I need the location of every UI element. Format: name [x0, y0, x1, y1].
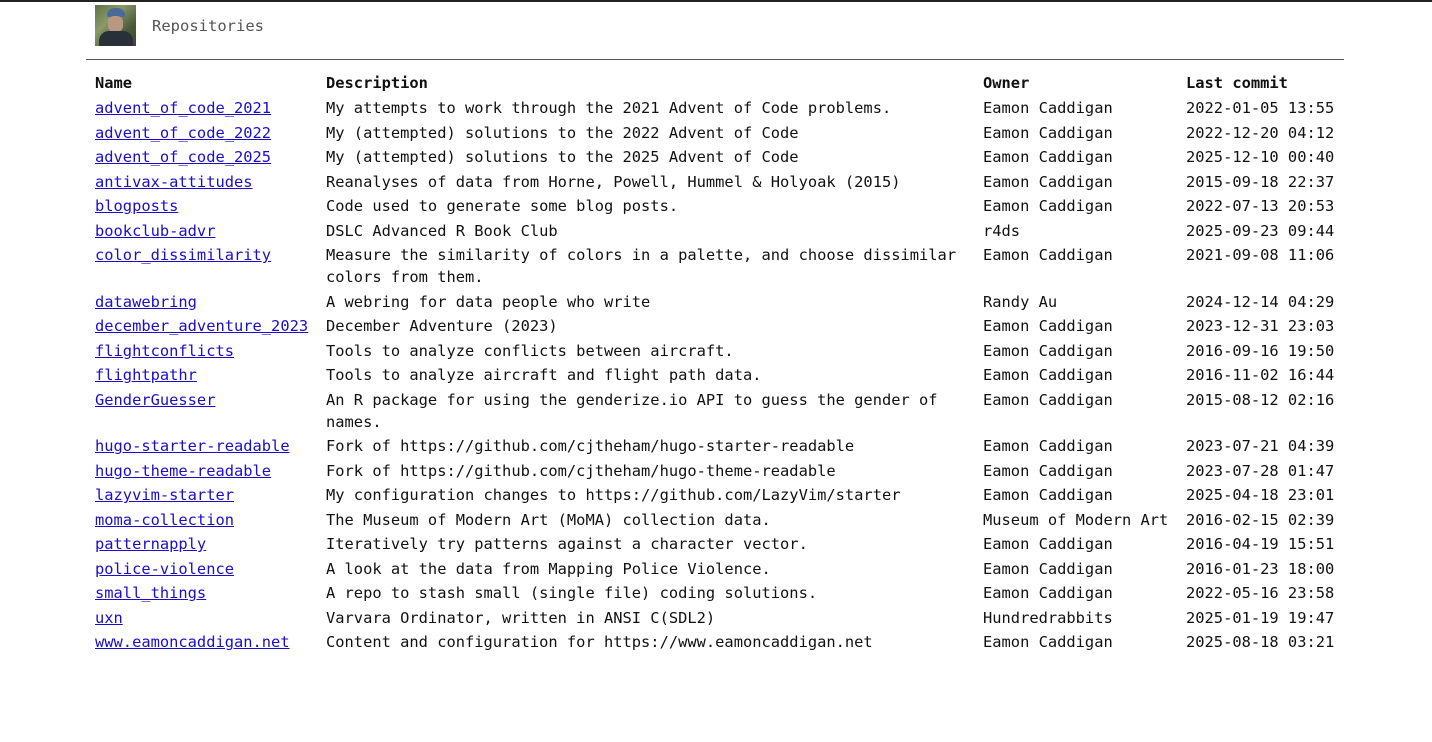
repo-last-commit: 2023-07-21 04:39: [1186, 437, 1335, 456]
repo-name-cell: [91, 289, 322, 313]
repo-link[interactable]: antivax-attitudes: [95, 172, 253, 191]
table-row: [91, 314, 1338, 338]
repo-link[interactable]: advent_of_code_2022: [95, 123, 272, 142]
table-row: [91, 581, 1338, 605]
table-row: [91, 338, 1338, 362]
column-header-owner: Owner: [983, 74, 1030, 92]
repo-description: A webring for data people who write: [326, 292, 651, 311]
repo-link[interactable]: patternapply: [95, 535, 207, 554]
repo-last-commit: 2025-01-19 19:47: [1186, 608, 1335, 627]
repo-last-commit: 2025-08-18 03:21: [1186, 632, 1335, 651]
repo-link[interactable]: blogposts: [95, 197, 179, 216]
repo-owner: Eamon Caddigan: [983, 246, 1113, 265]
table-row: [91, 387, 1338, 433]
table-row: [91, 458, 1338, 482]
repo-last-commit: 2021-09-08 11:06: [1186, 246, 1335, 265]
repo-last-commit: 2022-01-05 13:55: [1186, 99, 1335, 118]
repo-owner: r4ds: [983, 221, 1021, 240]
repo-owner: Eamon Caddigan: [983, 535, 1113, 554]
site-title[interactable]: Repositories: [152, 16, 264, 35]
repo-last-commit: 2016-01-23 18:00: [1186, 559, 1335, 578]
table-row: [91, 605, 1338, 629]
repo-name-cell: [91, 96, 322, 120]
repo-link[interactable]: moma-collection: [95, 510, 234, 529]
repo-owner: Eamon Caddigan: [983, 584, 1113, 603]
repository-table: [91, 71, 1338, 654]
repo-last-commit: 2023-07-28 01:47: [1186, 461, 1335, 480]
repo-owner: Eamon Caddigan: [983, 632, 1113, 651]
table-row: [91, 483, 1338, 507]
avatar-body: [99, 31, 133, 46]
repo-name-cell: [91, 120, 322, 144]
table-row: [91, 169, 1338, 193]
repo-description: December Adventure (2023): [326, 317, 558, 336]
repo-description: My (attempted) solutions to the 2022 Advent of Code: [326, 123, 799, 142]
repo-link[interactable]: flightpathr: [95, 366, 197, 385]
repo-last-commit: 2015-09-18 22:37: [1186, 172, 1335, 191]
repo-last-commit: 2022-12-20 04:12: [1186, 123, 1335, 142]
avatar-face: [108, 16, 123, 32]
table-row: [91, 363, 1338, 387]
repo-description: The Museum of Modern Art (MoMA) collection data.: [326, 510, 771, 529]
repo-link[interactable]: bookclub-advr: [95, 221, 216, 240]
repo-last-commit: 2016-09-16 19:50: [1186, 341, 1335, 360]
repo-description: Fork of https://github.com/cjtheham/hugo-starter-readable: [326, 437, 855, 456]
repo-description: Fork of https://github.com/cjtheham/hugo-theme-readable: [326, 461, 836, 480]
column-header-last-commit: Last commit: [1186, 74, 1288, 92]
repo-description: Tools to analyze aircraft and flight path data.: [326, 366, 762, 385]
repo-name-cell: [91, 243, 322, 289]
repo-owner: Eamon Caddigan: [983, 172, 1113, 191]
repo-last-commit: 2022-07-13 20:53: [1186, 197, 1335, 216]
table-header-row: [91, 71, 1338, 96]
repo-name-cell: [91, 581, 322, 605]
repo-description: Iteratively try patterns against a character vector.: [326, 535, 808, 554]
table-row: [91, 145, 1338, 169]
repo-last-commit: 2016-11-02 16:44: [1186, 366, 1335, 385]
repo-description: My attempts to work through the 2021 Advent of Code problems.: [326, 99, 892, 118]
repo-link[interactable]: december_adventure_2023: [95, 317, 309, 336]
repo-owner: Eamon Caddigan: [983, 123, 1113, 142]
repo-name-cell: [91, 434, 322, 458]
repo-name-cell: [91, 483, 322, 507]
repo-owner: Eamon Caddigan: [983, 366, 1113, 385]
repo-description: DSLC Advanced R Book Club: [326, 221, 558, 240]
repo-link[interactable]: small_things: [95, 584, 207, 603]
repo-owner: Eamon Caddigan: [983, 317, 1113, 336]
repo-link[interactable]: datawebring: [95, 292, 197, 311]
repo-name-cell: [91, 605, 322, 629]
repo-owner: Eamon Caddigan: [983, 99, 1113, 118]
repo-description: Varvara Ordinator, written in ANSI C(SDL2): [326, 608, 716, 627]
repo-description: My (attempted) solutions to the 2025 Advent of Code: [326, 148, 799, 167]
repo-owner: Hundredrabbits: [983, 608, 1113, 627]
repo-last-commit: 2015-08-12 02:16: [1186, 390, 1335, 409]
repo-name-cell: [91, 507, 322, 531]
repo-description: Measure the similarity of colors in a palette, and choose dissimilar colors from them.: [326, 246, 957, 287]
repo-link[interactable]: police-violence: [95, 559, 234, 578]
repo-owner: Eamon Caddigan: [983, 437, 1113, 456]
repo-last-commit: 2022-05-16 23:58: [1186, 584, 1335, 603]
repo-name-cell: [91, 458, 322, 482]
repo-last-commit: 2025-04-18 23:01: [1186, 486, 1335, 505]
repo-description: Tools to analyze conflicts between aircraft.: [326, 341, 734, 360]
table-row: [91, 507, 1338, 531]
repo-last-commit: 2025-09-23 09:44: [1186, 221, 1335, 240]
site-header: [95, 5, 264, 46]
table-row: [91, 243, 1338, 289]
repo-owner: Eamon Caddigan: [983, 390, 1113, 409]
repo-last-commit: 2024-12-14 04:29: [1186, 292, 1335, 311]
table-row: [91, 96, 1338, 120]
table-row: [91, 218, 1338, 242]
repo-owner: Eamon Caddigan: [983, 486, 1113, 505]
repo-description: Content and configuration for https://www.eamoncaddigan.net: [326, 632, 873, 651]
repo-name-cell: [91, 532, 322, 556]
repo-link[interactable]: www.eamoncaddigan.net: [95, 632, 290, 651]
repo-name-cell: [91, 314, 322, 338]
repo-last-commit: 2016-02-15 02:39: [1186, 510, 1335, 529]
table-row: [91, 630, 1338, 654]
repo-description: Reanalyses of data from Horne, Powell, Hummel & Holyoak (2015): [326, 172, 901, 191]
table-row: [91, 434, 1338, 458]
repo-link[interactable]: hugo-starter-readable: [95, 437, 290, 456]
repo-name-cell: [91, 218, 322, 242]
repo-owner: Eamon Caddigan: [983, 148, 1113, 167]
repo-description: Code used to generate some blog posts.: [326, 197, 679, 216]
repo-link[interactable]: hugo-theme-readable: [95, 461, 272, 480]
repo-link[interactable]: GenderGuesser: [95, 390, 216, 409]
column-header-description: Description: [326, 74, 428, 92]
repo-owner: Eamon Caddigan: [983, 461, 1113, 480]
repo-name-cell: [91, 363, 322, 387]
repo-name-cell: [91, 145, 322, 169]
header-divider: [86, 59, 1344, 60]
repo-name-cell: [91, 387, 322, 433]
repo-name-cell: [91, 194, 322, 218]
repo-description: An R package for using the genderize.io API to guess the gender of names.: [326, 390, 938, 431]
repo-name-cell: [91, 338, 322, 362]
table-row: [91, 532, 1338, 556]
table-row: [91, 120, 1338, 144]
avatar[interactable]: [95, 5, 136, 46]
repo-name-cell: [91, 630, 322, 654]
table-row: [91, 194, 1338, 218]
table-row: [91, 289, 1338, 313]
repo-owner: Eamon Caddigan: [983, 559, 1113, 578]
repo-name-cell: [91, 169, 322, 193]
top-border: [0, 0, 1432, 2]
repo-link[interactable]: advent_of_code_2025: [95, 148, 272, 167]
repo-description: A repo to stash small (single file) coding solutions.: [326, 584, 818, 603]
repo-owner: Randy Au: [983, 292, 1058, 311]
repo-last-commit: 2016-04-19 15:51: [1186, 535, 1335, 554]
repo-last-commit: 2025-12-10 00:40: [1186, 148, 1335, 167]
repo-owner: Eamon Caddigan: [983, 197, 1113, 216]
repo-description: My configuration changes to https://github.com/LazyVim/starter: [326, 486, 901, 505]
repo-link[interactable]: advent_of_code_2021: [95, 99, 272, 118]
repo-owner: Museum of Modern Art: [983, 510, 1169, 529]
column-header-name: Name: [95, 74, 133, 92]
repo-last-commit: 2023-12-31 23:03: [1186, 317, 1335, 336]
repo-name-cell: [91, 556, 322, 580]
repository-list: [91, 96, 1338, 654]
repo-link[interactable]: lazyvim-starter: [95, 486, 234, 505]
repo-owner: Eamon Caddigan: [983, 341, 1113, 360]
repo-link[interactable]: color_dissimilarity: [95, 246, 272, 265]
table-row: [91, 556, 1338, 580]
repo-link[interactable]: flightconflicts: [95, 341, 234, 360]
repo-description: A look at the data from Mapping Police Violence.: [326, 559, 771, 578]
repo-link[interactable]: uxn: [95, 608, 123, 627]
